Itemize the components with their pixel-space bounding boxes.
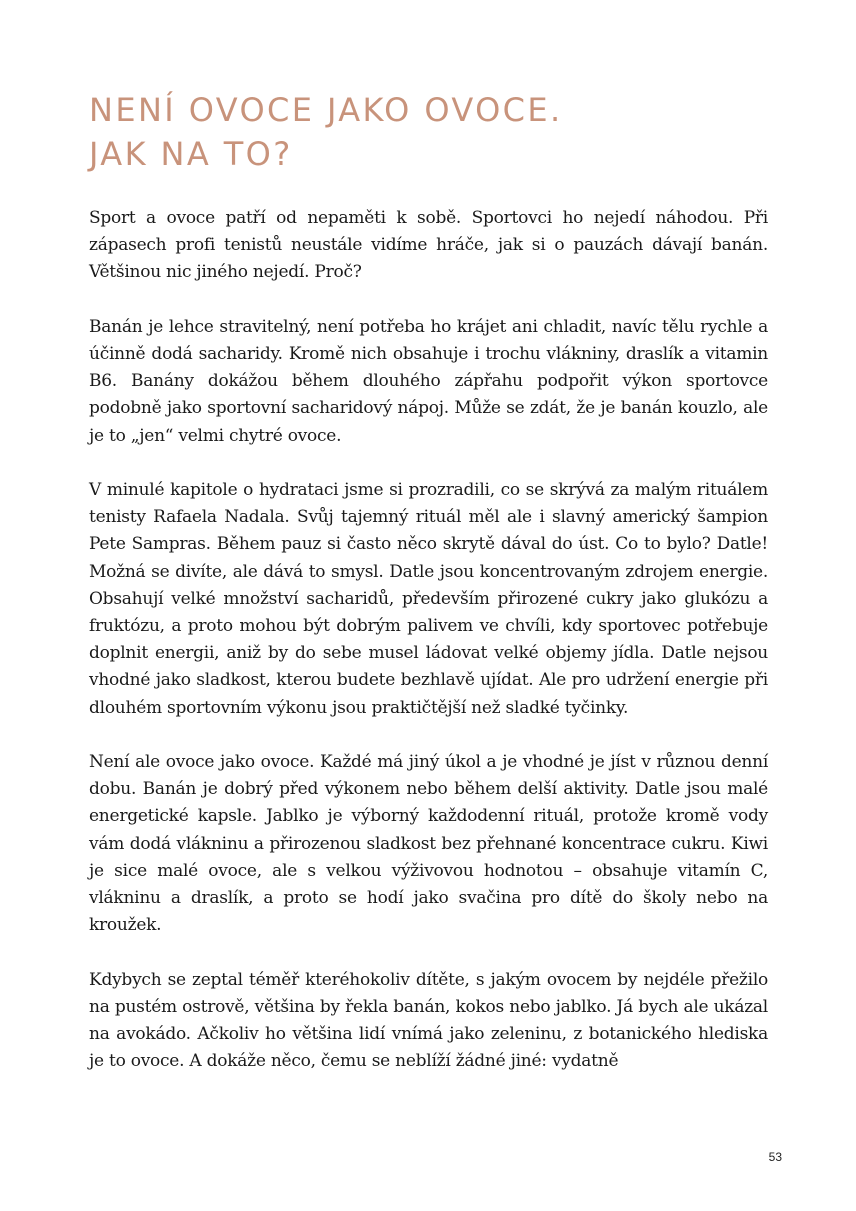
page-number: 53 — [768, 1150, 782, 1164]
body-text — [89, 205, 768, 1075]
paragraph-1: Sport a ovoce patří od nepaměti k sobě. Sportovci ho nejedí náhodou. Při zápasech profi tenistů neustále vidíme hráče, jak si o pauzách dávají banán. Většinou nic jiného nejedí. Proč? — [89, 208, 768, 283]
chapter-heading — [89, 88, 769, 176]
chapter-heading-line-1: NENÍ OVOCE JAKO OVOCE. — [89, 91, 563, 129]
paragraph-4: Není ale ovoce jako ovoce. Každé má jiný úkol a je vhodné je jíst v různou denní dobu. Banán je dobrý před výkonem nebo během delší aktivity. Datle jsou malé energetické kapsle. Jablko je výborný každodenní rituál, protože kromě vody vám dodá vlákninu a přirozenou sladkost bez přehnané koncentrace cukru. Kiwi je sice malé ovoce, ale s velkou výživovou hodnotou – obsahuje vitamín C, vlákninu a draslík, a proto se hodí jako svačina pro dítě do školy nebo na kroužek. — [89, 752, 768, 936]
chapter-heading-line-2: JAK NA TO? — [89, 135, 293, 173]
paragraph-3: V minulé kapitole o hydrataci jsme si prozradili, co se skrývá za malým rituálem tenisty Rafaela Nadala. Svůj tajemný rituál měl ale i slavný americký šampion Pete Sampras. Během pauz si často něco skrytě dával do úst. Co to bylo? Datle! Možná se divíte, ale dává to smysl. Datle jsou koncentrovaným zdrojem energie. Obsahují velké množství sacharidů, především přirozené cukry jako glukózu a fruktózu, a proto mohou být dobrým palivem ve chvíli, kdy sportovec potřebuje doplnit energii, aniž by do sebe musel ládovat velké objemy jídla. Datle nejsou vhodné jako sladkost, kterou budete bezhlavě ujídat. Ale pro udržení energie při dlouhém sportovním výkonu jsou praktičtější než sladké tyčinky. — [89, 480, 768, 718]
paragraph-5: Kdybych se zeptal téměř kteréhokoliv dítěte, s jakým ovocem by nejdéle přežilo na pustém ostrově, většina by řekla banán, kokos nebo jablko. Já bych ale ukázal na avokádo. Ačkoliv ho většina lidí vnímá jako zeleninu, z botanického hlediska je to ovoce. A dokáže něco, čemu se neblíží žádné jiné: vydatně — [89, 969, 768, 1072]
paragraph-2: Banán je lehce stravitelný, není potřeba ho krájet ani chladit, navíc tělu rychle a účinně dodá sacharidy. Kromě nich obsahuje i trochu vlákniny, draslík a vitamin B6. Banány dokážou během dlouhého zápřahu podpořit výkon sportovce podobně jako sportovní sacharidový nápoj. Může se zdát, že je banán kouzlo, ale je to „jen“ velmi chytré ovoce. — [89, 316, 768, 446]
